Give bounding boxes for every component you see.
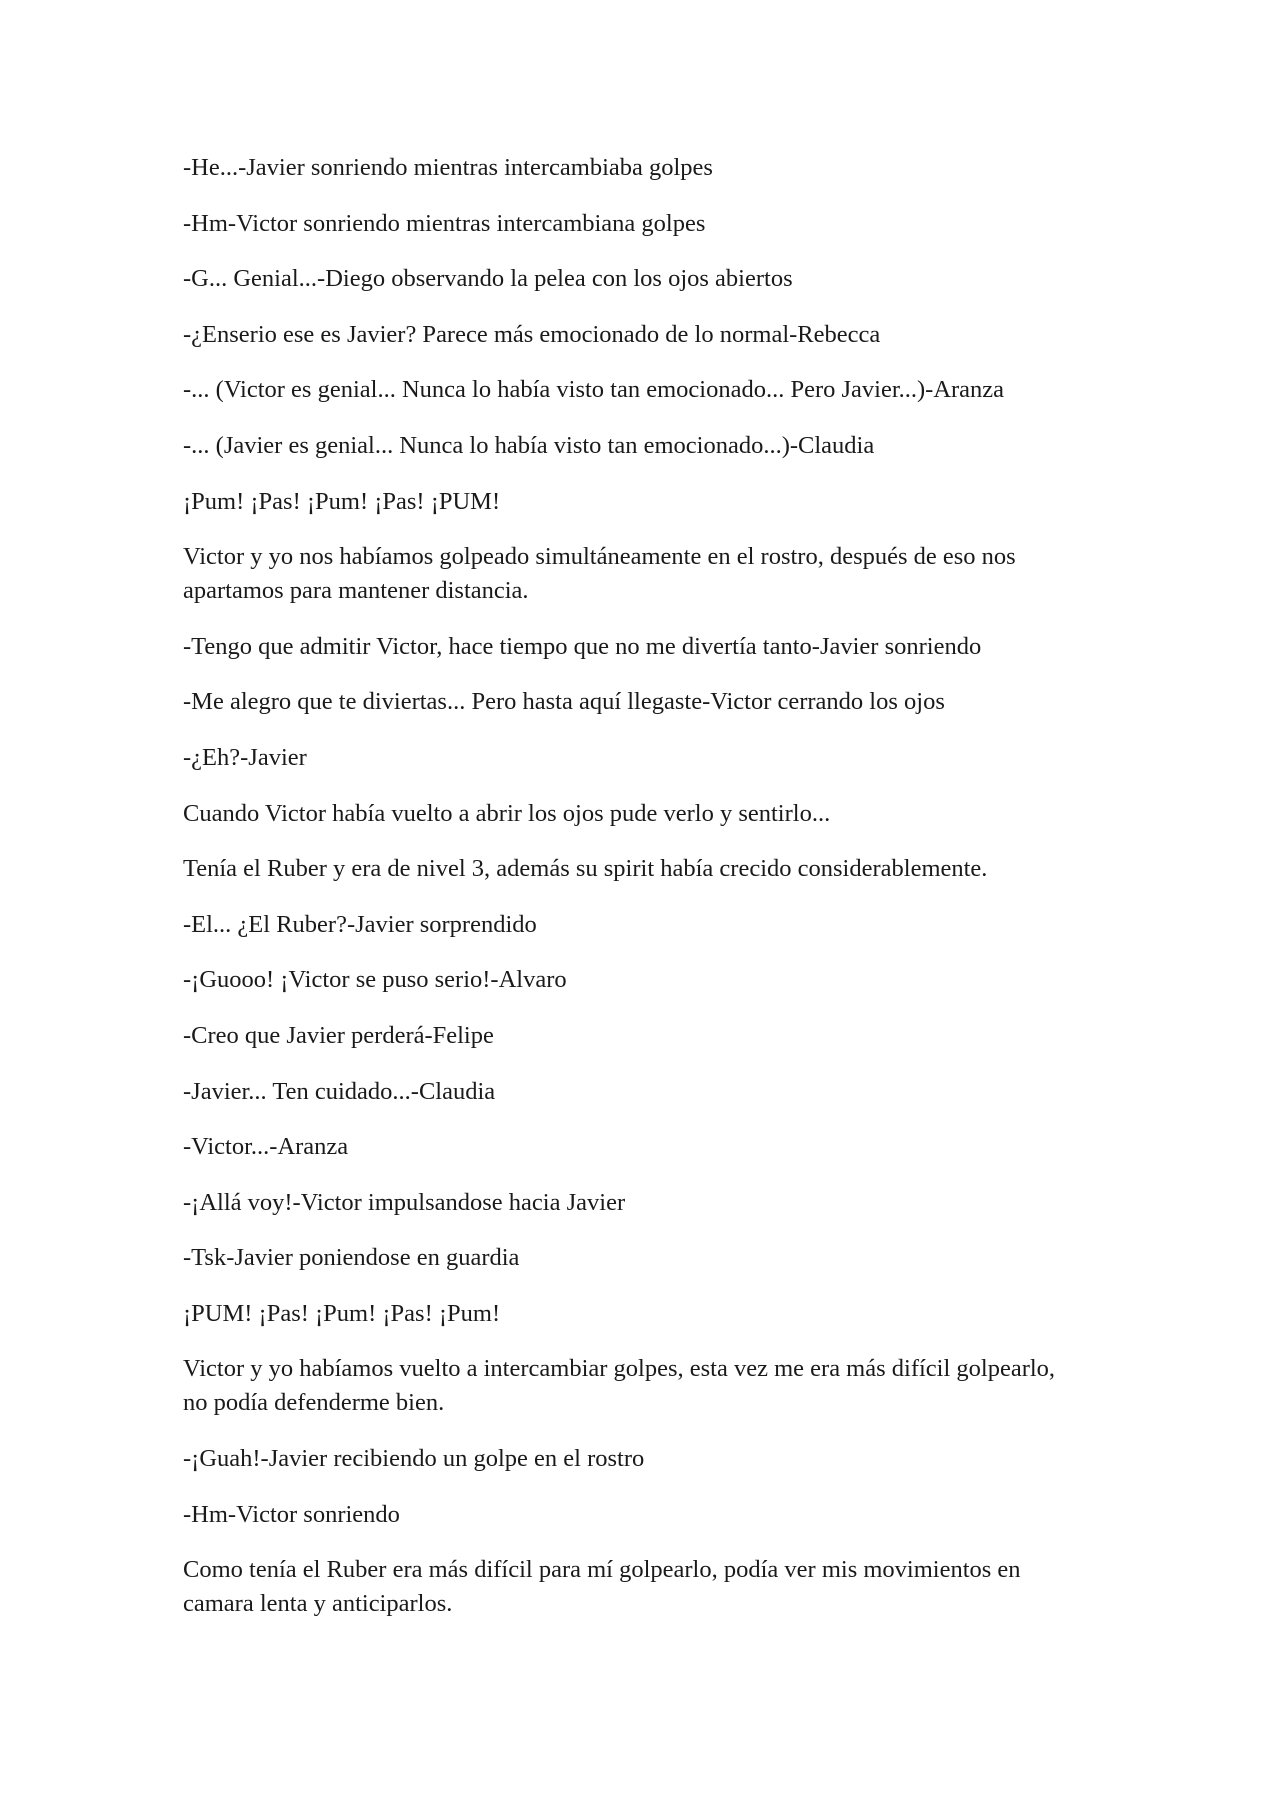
paragraph-18: -Victor...-Aranza bbox=[183, 1133, 349, 1161]
paragraph-22: Victor y yo habíamos vuelto a intercambiar golpes, esta vez me era más difícil golpearlo, no podía defenderme bien. bbox=[183, 1355, 1056, 1417]
paragraph-3: -G... Genial...-Diego observando la pelea con los ojos abiertos bbox=[183, 265, 793, 293]
paragraph-1: -He...-Javier sonriendo mientras intercambiaba golpes bbox=[183, 154, 713, 181]
paragraph-23: -¡Guah!-Javier recibiendo un golpe en el rostro bbox=[183, 1445, 645, 1473]
paragraph-7: ¡Pum! ¡Pas! ¡Pum! ¡Pas! ¡PUM! bbox=[183, 487, 501, 515]
paragraph-20: -Tsk-Javier poniendose en guardia bbox=[183, 1244, 520, 1272]
paragraph-25: Como tenía el Ruber era más difícil para mí golpearlo, podía ver mis movimientos en camara lenta y anticiparlos. bbox=[183, 1556, 1021, 1618]
paragraph-12: Cuando Victor había vuelto a abrir los ojos pude verlo y sentirlo... bbox=[183, 799, 831, 827]
paragraph-10: -Me alegro que te diviertas... Pero hasta aquí llegaste-Victor cerrando los ojos bbox=[183, 688, 945, 716]
paragraph-16: -Creo que Javier perderá-Felipe bbox=[183, 1021, 494, 1049]
paragraph-14: -El... ¿El Ruber?-Javier sorprendido bbox=[183, 910, 537, 938]
paragraph-5: -... (Victor es genial... Nunca lo había visto tan emocionado... Pero Javier...)-Aranza bbox=[183, 376, 1005, 404]
paragraph-24: -Hm-Victor sonriendo bbox=[183, 1500, 400, 1528]
paragraph-21: ¡PUM! ¡Pas! ¡Pum! ¡Pas! ¡Pum! bbox=[183, 1299, 501, 1327]
paragraph-6: -... (Javier es genial... Nunca lo había visto tan emocionado...)-Claudia bbox=[183, 431, 875, 459]
paragraph-17: -Javier... Ten cuidado...-Claudia bbox=[183, 1077, 496, 1105]
paragraph-4: -¿Enserio ese es Javier? Parece más emocionado de lo normal-Rebecca bbox=[183, 320, 881, 348]
paragraph-15: -¡Guooo! ¡Victor se puso serio!-Alvaro bbox=[183, 966, 567, 994]
paragraph-9: -Tengo que admitir Victor, hace tiempo que no me divertía tanto-Javier sonriendo bbox=[183, 632, 982, 660]
paragraph-2: -Hm-Victor sonriendo mientras intercambiana golpes bbox=[183, 209, 706, 237]
document-body bbox=[183, 151, 1083, 1643]
paragraph-8: Victor y yo nos habíamos golpeado simultáneamente en el rostro, después de eso nos apartamos para mantener distancia. bbox=[183, 543, 1016, 605]
paragraph-19: -¡Allá voy!-Victor impulsandose hacia Javier bbox=[183, 1188, 626, 1216]
paragraph-11: -¿Eh?-Javier bbox=[183, 743, 307, 771]
paragraph-13: Tenía el Ruber y era de nivel 3, además su spirit había crecido considerablemente. bbox=[183, 855, 988, 883]
